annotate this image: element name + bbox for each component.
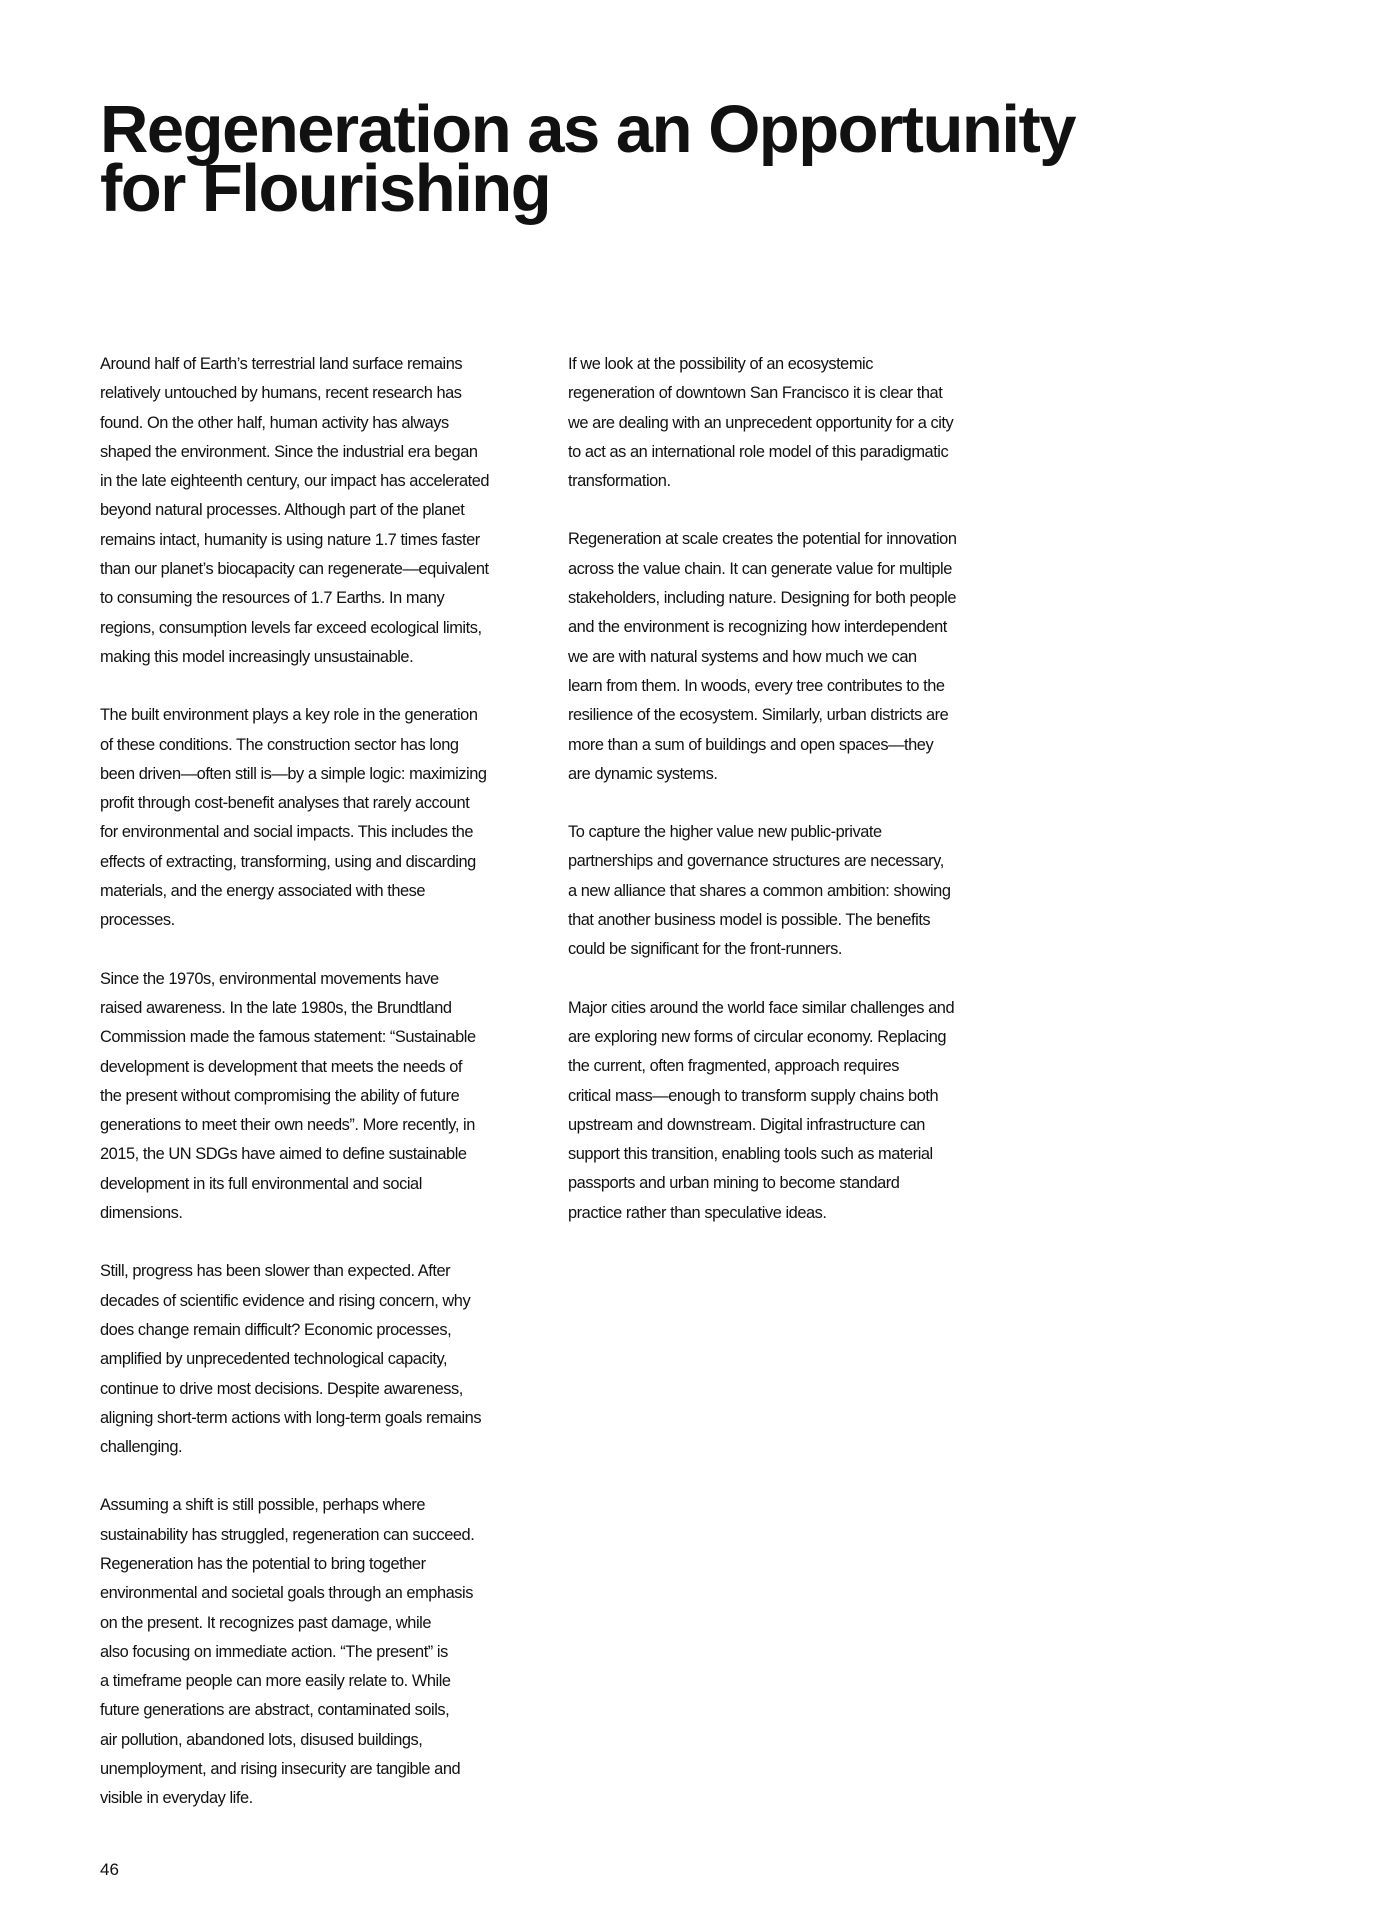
left-column	[100, 350, 530, 1843]
right-column	[568, 350, 998, 1257]
paragraph: To capture the higher value new public-private partnerships and governance structures are necessary, a new alliance that shares a common ambition: showing that another business model is possible. The benefits could be significant for the front-runners.	[568, 823, 951, 959]
paragraph: The built environment plays a key role in the generation of these conditions. The construction sector has long been driven—often still is—by a simple logic: maximizing profit through cost-benefit analyses that rarely account for environmental and social impacts. This includes the effects of extracting, transforming, using and discarding materials, and the energy associated with these processes.	[100, 706, 487, 930]
paragraph: Still, progress has been slower than expected. After decades of scientific evidence and rising concern, why does change remain difficult? Economic processes, amplified by unprecedented technological capacity, continue to drive most decisions. Despite awareness, aligning short-term actions with long-term goals remains challenging.	[100, 1262, 482, 1457]
paragraph: Assuming a shift is still possible, perhaps where sustainability has struggled, regeneration can succeed. Regeneration has the potential to bring together environmental and societal goals through an emphasis on the present. It recognizes past damage, while also focusing on immediate action. “The present” is a timeframe people can more easily relate to. While future generations are abstract, contaminated soils, air pollution, abandoned lots, disused buildings, unemployment, and rising insecurity are tangible and visible in everyday life.	[100, 1496, 475, 1808]
paragraph: If we look at the possibility of an ecosystemic regeneration of downtown San Francisco it is clear that we are dealing with an unprecedent opportunity for a city to act as an international role model of this paradigmatic transformation.	[568, 355, 954, 491]
paragraph: Major cities around the world face similar challenges and are exploring new forms of circular economy. Replacing the current, often fragmented, approach requires critical mass—enough to transform supply chains both upstream and downstream. Digital infrastructure can support this transition, enabling tools such as material passports and urban mining to become standard practice rather than speculative ideas.	[568, 998, 955, 1222]
paragraph: Regeneration at scale creates the potential for innovation across the value chain. It can generate value for multiple stakeholders, including nature. Designing for both people and the environment is recognizing how interdependent we are with natural systems and how much we can learn from them. In woods, every tree contributes to the resilience of the ecosystem. Similarly, urban districts are more than a sum of buildings and open spaces—they are dynamic systems.	[568, 530, 957, 783]
paragraph: Since the 1970s, environmental movements have raised awareness. In the late 1980s, the Brundtland Commission made the famous statement: “Sustainable development is development that meets the needs of the present without compromising the ability of future generations to meet their own needs”. More recently, in 2015, the UN SDGs have aimed to define sustainable development in its full environmental and social dimensions.	[100, 969, 476, 1223]
paragraph: Around half of Earth’s terrestrial land surface remains relatively untouched by humans, recent research has found. On the other half, human activity has always shaped the environment. Since the industrial era began in the late eighteenth century, our impact has accelerated beyond natural processes. Although part of the planet remains intact, humanity is using nature 1.7 times faster than our planet’s biocapacity can regenerate—equivalent to consuming the resources of 1.7 Earths. In many regions, consumption levels far exceed ecological limits, making this model increasingly unsustainable.	[100, 355, 490, 666]
page-title: Regeneration as an Opportunity for Flourishing	[100, 92, 1076, 226]
page-number: 46	[100, 1860, 119, 1879]
